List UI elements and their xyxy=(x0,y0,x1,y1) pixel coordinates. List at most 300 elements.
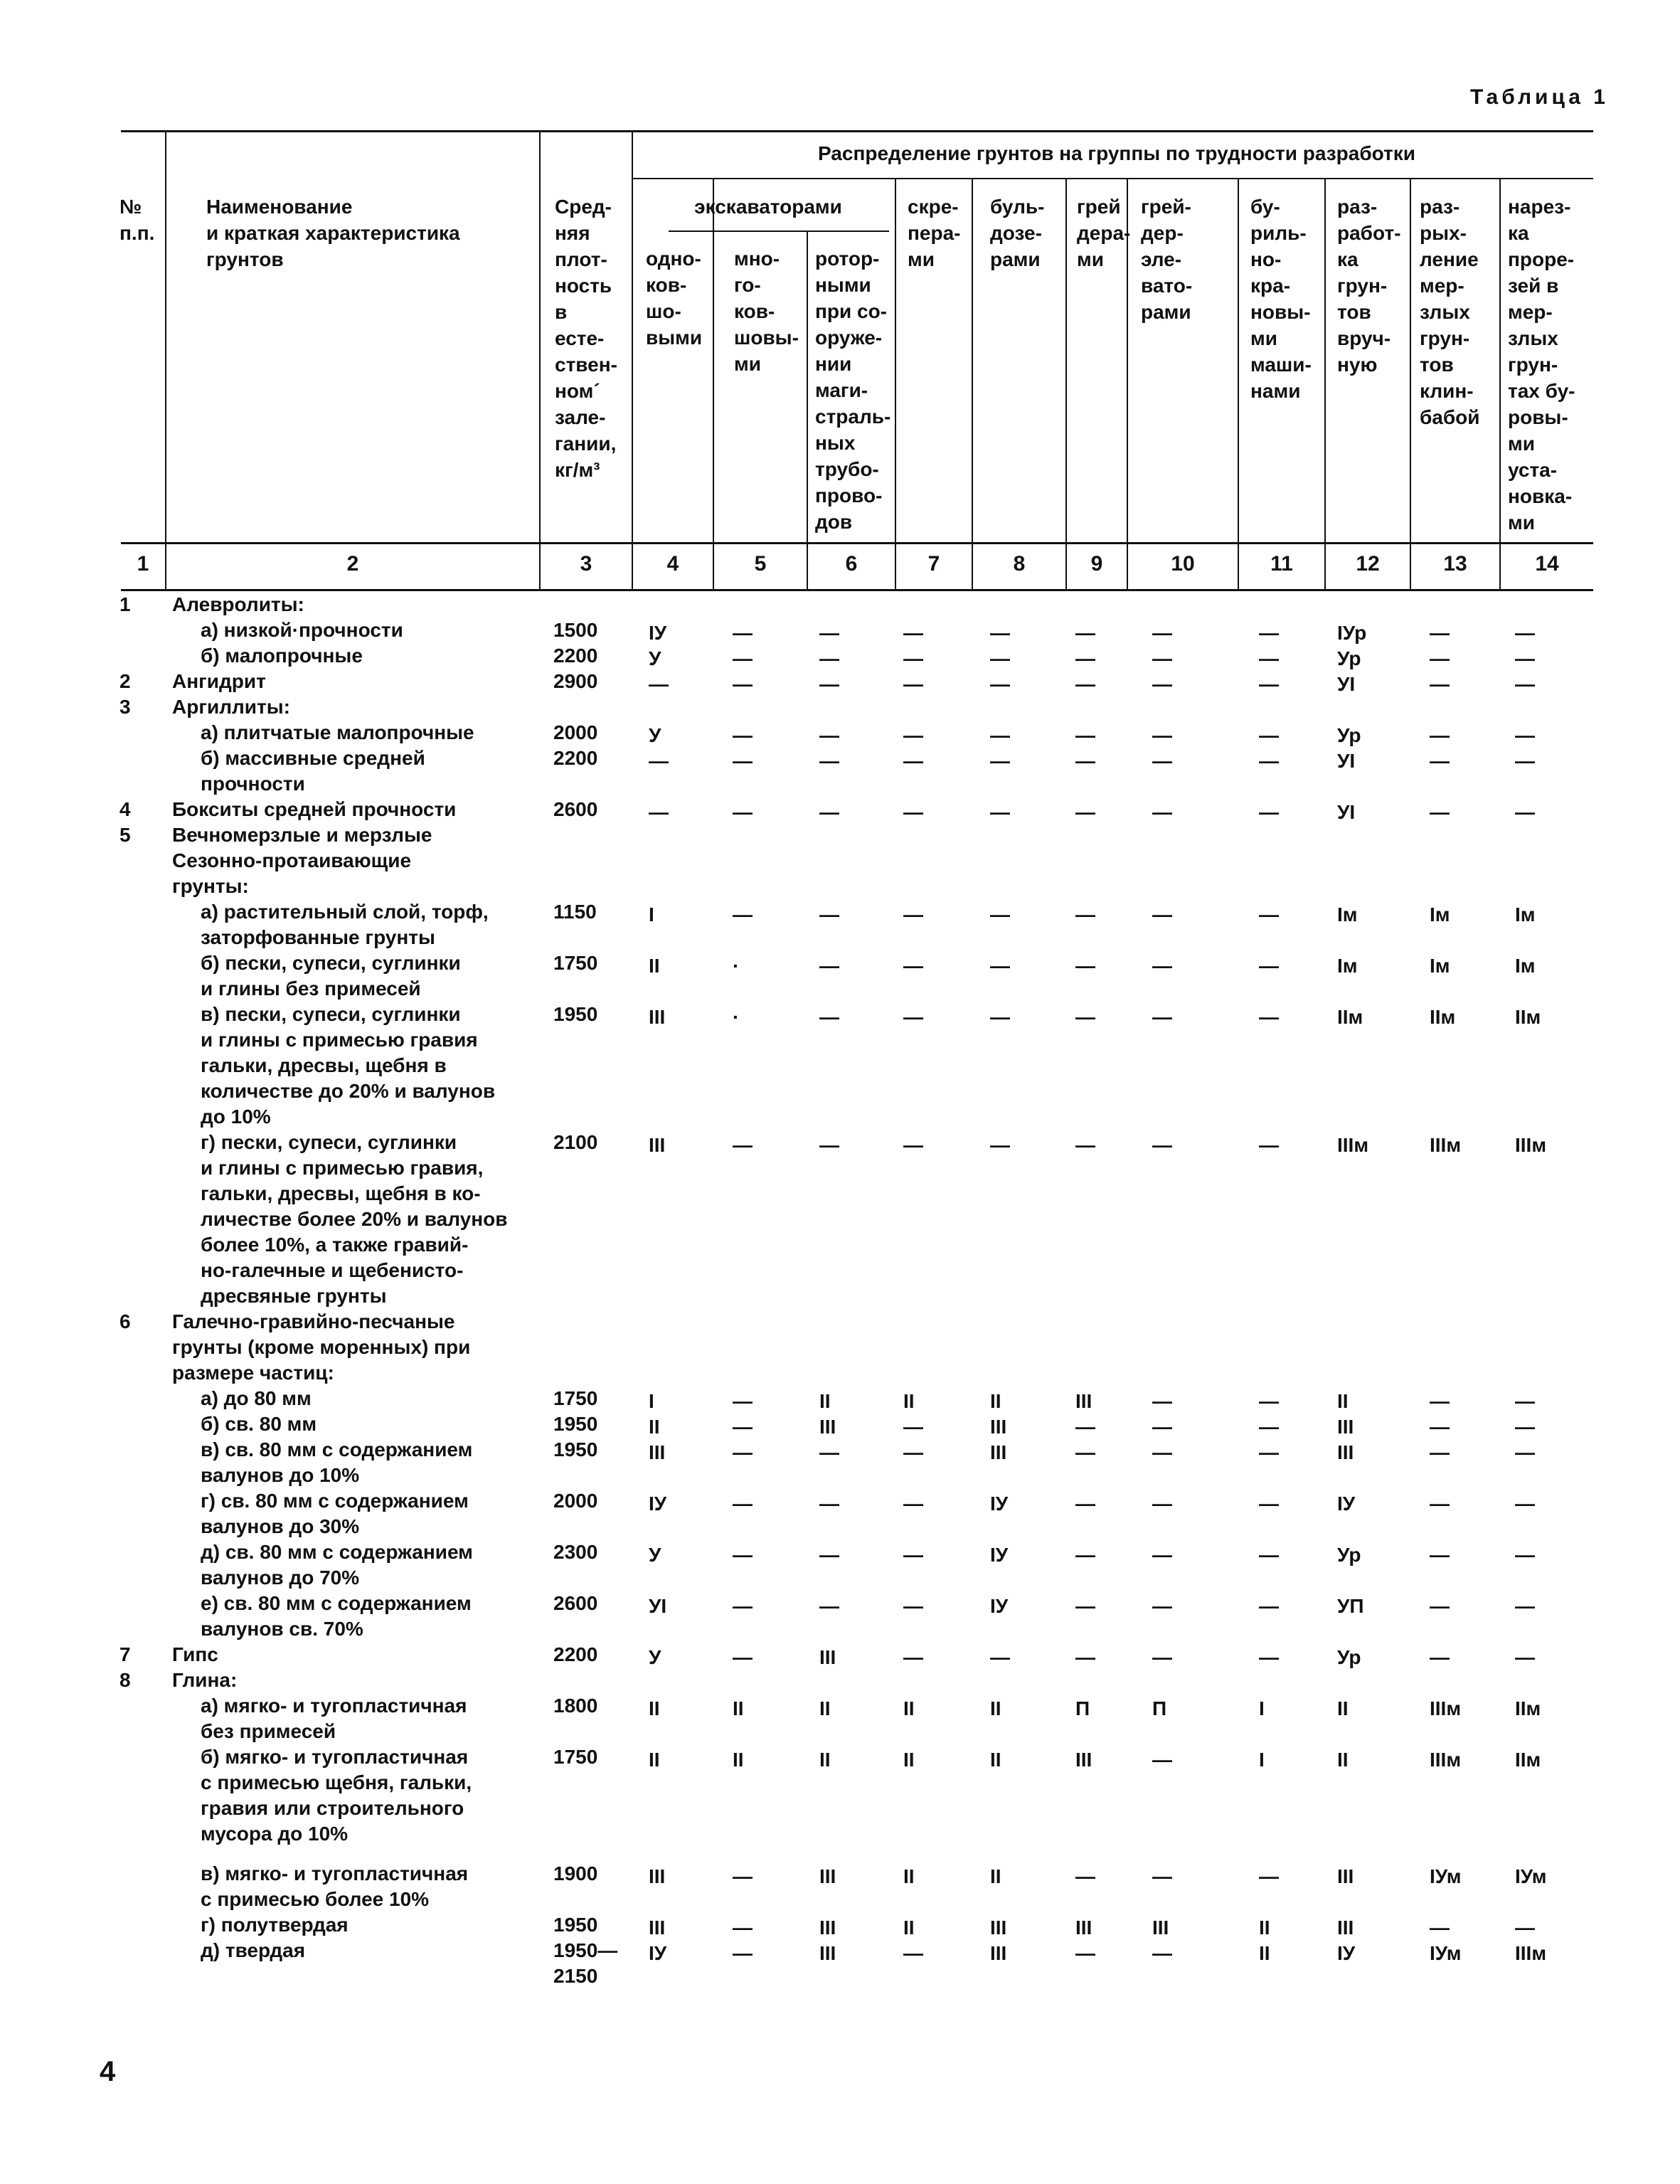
row-name: а) мягко- и тугопластичная без примесей xyxy=(201,1695,467,1742)
row-value: — xyxy=(1152,801,1172,823)
row-value: II xyxy=(1259,1942,1270,1964)
row-value: — xyxy=(903,1493,923,1515)
row-value: · xyxy=(733,955,740,977)
row-value: П xyxy=(1152,1697,1167,1719)
vrule-4 xyxy=(713,178,714,591)
vrule-10 xyxy=(1238,178,1239,591)
row-value: — xyxy=(903,1416,923,1438)
row-value: — xyxy=(1515,1390,1535,1412)
row-value: — xyxy=(819,1595,839,1617)
row-density: 1750 xyxy=(553,952,598,974)
row-value: · xyxy=(733,1006,740,1028)
header-col6: ротор- ными при со- оруже- нии маги- страль- ных трубо- прово- дов xyxy=(815,248,891,533)
row-value: II xyxy=(649,955,660,977)
row-name: б) малопрочные xyxy=(201,645,363,667)
row-value: I xyxy=(649,1390,654,1412)
header-col9: грей дера- ми xyxy=(1077,196,1131,270)
column-number: 12 xyxy=(1356,552,1380,576)
row-density: 2200 xyxy=(553,1643,598,1665)
row-name: е) св. 80 мм с содержанием валунов св. 70% xyxy=(201,1592,472,1640)
row-value: IУм xyxy=(1430,1865,1462,1887)
row-density: 2600 xyxy=(553,1592,598,1614)
column-number: 3 xyxy=(580,552,592,576)
row-density: 1750 xyxy=(553,1387,598,1409)
row-value: IУм xyxy=(1515,1865,1547,1887)
header-col3: Сред- няя плот- ность в есте- ствен- ном´ зале- гании, кг/м³ xyxy=(555,196,617,481)
row-density: 1750 xyxy=(553,1746,598,1768)
row-value: — xyxy=(1430,1416,1450,1438)
row-value: — xyxy=(733,1917,753,1939)
row-value: У xyxy=(649,1544,661,1566)
row-number: 4 xyxy=(119,798,131,820)
row-name: Вечномерзлые и мерзлые Сезонно-протаивающие грунты: xyxy=(172,824,432,897)
row-value: II xyxy=(819,1390,831,1412)
row-value: — xyxy=(1430,750,1450,772)
row-name: б) св. 80 мм xyxy=(201,1413,317,1435)
column-number: 14 xyxy=(1535,552,1559,576)
row-value: — xyxy=(903,1942,923,1964)
row-value: IУр xyxy=(1337,622,1367,644)
column-number: 9 xyxy=(1090,552,1103,576)
rule-num-bottom xyxy=(121,589,1593,591)
row-value: — xyxy=(819,1544,839,1566)
row-value: — xyxy=(1152,647,1172,669)
vrule-2 xyxy=(539,130,541,591)
row-value: — xyxy=(990,1646,1010,1668)
header-col4: одно- ков- шо- выми xyxy=(646,248,703,349)
row-density: 1950— 2150 xyxy=(553,1939,618,1987)
row-value: — xyxy=(733,673,753,695)
row-value: III xyxy=(819,1917,836,1939)
rule-head-bottom xyxy=(121,542,1593,544)
row-value: III xyxy=(1337,1917,1354,1939)
row-value: — xyxy=(1430,647,1450,669)
row-value: III xyxy=(649,1441,666,1463)
vrule-3 xyxy=(632,130,633,591)
row-value: — xyxy=(1515,673,1535,695)
row-value: IУ xyxy=(649,1942,667,1964)
row-value: — xyxy=(733,1416,753,1438)
page-number: 4 xyxy=(100,2056,116,2087)
row-density: 1150 xyxy=(553,901,597,923)
row-value: III xyxy=(649,1865,666,1887)
row-value: — xyxy=(1515,1646,1535,1668)
row-value: — xyxy=(1430,1917,1450,1939)
row-value: — xyxy=(903,955,923,977)
row-value: — xyxy=(733,1441,753,1463)
row-value: — xyxy=(1075,1134,1095,1156)
row-name: в) св. 80 мм с содержанием валунов до 10% xyxy=(201,1438,473,1486)
header-col1: № п.п. xyxy=(119,196,155,244)
row-value: III xyxy=(1337,1416,1354,1438)
row-value: — xyxy=(1075,724,1095,746)
row-value: I xyxy=(1259,1749,1265,1771)
header-col2: Наименование и краткая характеристика грунтов xyxy=(206,196,460,270)
row-value: УI xyxy=(1337,801,1356,823)
row-density: 2300 xyxy=(553,1541,598,1563)
row-value: — xyxy=(1259,724,1279,746)
row-value: — xyxy=(1075,1416,1095,1438)
row-value: IIIм xyxy=(1430,1749,1462,1771)
row-value: — xyxy=(1075,1441,1095,1463)
row-value: — xyxy=(1075,1544,1095,1566)
row-value: — xyxy=(1075,903,1095,926)
column-number: 13 xyxy=(1443,552,1467,576)
row-value: — xyxy=(990,1134,1010,1156)
row-value: — xyxy=(733,1865,753,1887)
row-value: — xyxy=(1259,955,1279,977)
row-value: Iм xyxy=(1337,955,1358,977)
row-value: III xyxy=(1075,1390,1092,1412)
row-density: 2000 xyxy=(553,1490,598,1512)
column-number: 10 xyxy=(1171,552,1195,576)
row-value: — xyxy=(1075,750,1095,772)
row-density: 1950 xyxy=(553,1413,598,1435)
row-value: IIIм xyxy=(1430,1697,1462,1719)
row-value: — xyxy=(649,801,669,823)
row-value: — xyxy=(1515,724,1535,746)
row-value: — xyxy=(1152,724,1172,746)
row-value: — xyxy=(903,750,923,772)
row-name: Аргиллиты: xyxy=(172,696,290,718)
header-col14: нарез- ка проре- зей в мер- злых грун- тах бу- ровы- ми уста- новка- ми xyxy=(1508,196,1575,534)
row-value: — xyxy=(1259,1595,1279,1617)
row-value: II xyxy=(903,1390,915,1412)
row-value: — xyxy=(1075,622,1095,644)
row-value: Iм xyxy=(1515,903,1536,926)
row-value: — xyxy=(1515,647,1535,669)
row-value: IУ xyxy=(1337,1942,1356,1964)
row-value: II xyxy=(1337,1390,1349,1412)
row-value: — xyxy=(903,1134,923,1156)
row-value: II xyxy=(1259,1917,1270,1939)
row-value: — xyxy=(1152,673,1172,695)
row-value: — xyxy=(903,647,923,669)
row-value: — xyxy=(1430,1390,1450,1412)
row-value: II xyxy=(1337,1697,1349,1719)
row-value: Ур xyxy=(1337,647,1361,669)
row-name: д) твердая xyxy=(201,1939,306,1961)
row-value: — xyxy=(1430,1493,1450,1515)
row-value: — xyxy=(1152,1865,1172,1887)
row-number: 7 xyxy=(119,1643,131,1665)
row-value: — xyxy=(1152,1749,1172,1771)
row-value: — xyxy=(990,1006,1010,1028)
row-value: — xyxy=(1430,724,1450,746)
row-value: II xyxy=(903,1917,915,1939)
row-value: — xyxy=(819,622,839,644)
row-value: — xyxy=(1152,1006,1172,1028)
row-value: Ур xyxy=(1337,724,1361,746)
row-value: УI xyxy=(1337,673,1356,695)
row-value: — xyxy=(1152,622,1172,644)
row-value: У xyxy=(649,724,661,746)
column-number: 6 xyxy=(845,552,858,576)
row-value: — xyxy=(1259,1865,1279,1887)
row-name: Глина: xyxy=(172,1669,238,1691)
row-value: III xyxy=(1337,1441,1354,1463)
row-value: — xyxy=(1075,647,1095,669)
row-value: П xyxy=(1075,1697,1090,1719)
row-value: — xyxy=(903,1646,923,1668)
header-col8: буль- дозе- рами xyxy=(990,196,1045,270)
row-name: в) мягко- и тугопластичная с примесью более 10% xyxy=(201,1862,469,1910)
row-value: — xyxy=(1259,1544,1279,1566)
row-value: I xyxy=(1259,1697,1265,1719)
row-value: IIIм xyxy=(1515,1942,1547,1964)
row-value: — xyxy=(903,903,923,926)
row-value: — xyxy=(819,673,839,695)
row-value: II xyxy=(990,1865,1001,1887)
row-value: У xyxy=(649,1646,661,1668)
row-name: а) низкой·прочности xyxy=(201,619,403,641)
row-value: — xyxy=(1075,801,1095,823)
row-value: II xyxy=(903,1697,915,1719)
row-value: — xyxy=(1259,903,1279,926)
row-value: — xyxy=(1515,1917,1535,1939)
header-col10: грей- дер- эле- вато- рами xyxy=(1141,196,1193,323)
row-value: — xyxy=(733,1390,753,1412)
row-value: — xyxy=(1515,1595,1535,1617)
rule-excavator xyxy=(669,230,889,232)
row-name: а) до 80 мм xyxy=(201,1387,312,1409)
row-value: — xyxy=(1430,1441,1450,1463)
row-value: IIм xyxy=(1515,1697,1541,1719)
row-value: — xyxy=(733,622,753,644)
rule-group xyxy=(633,178,1593,179)
row-value: II xyxy=(733,1749,744,1771)
row-value: — xyxy=(733,1595,753,1617)
row-value: — xyxy=(1152,1134,1172,1156)
row-value: — xyxy=(1259,673,1279,695)
row-value: III xyxy=(990,1917,1007,1939)
row-value: — xyxy=(1430,1646,1450,1668)
row-name: а) плитчатые малопрочные xyxy=(201,721,474,743)
row-name: Галечно-гравийно-песчаные грунты (кроме моренных) при размере частиц: xyxy=(172,1310,471,1384)
row-value: IIIм xyxy=(1337,1134,1369,1156)
row-value: — xyxy=(1075,1493,1095,1515)
row-value: III xyxy=(819,1942,836,1964)
column-number: 8 xyxy=(1013,552,1026,576)
row-value: — xyxy=(1430,1544,1450,1566)
row-value: — xyxy=(990,750,1010,772)
row-value: — xyxy=(819,1134,839,1156)
row-value: У xyxy=(649,647,661,669)
row-value: УI xyxy=(649,1595,667,1617)
row-value: I xyxy=(649,903,654,926)
row-number: 1 xyxy=(119,593,131,615)
row-value: IIIм xyxy=(1515,1134,1547,1156)
row-name: Бокситы средней прочности xyxy=(172,798,457,820)
row-value: — xyxy=(903,1595,923,1617)
row-value: — xyxy=(1259,1441,1279,1463)
row-value: — xyxy=(1152,955,1172,977)
row-value: — xyxy=(1152,1544,1172,1566)
row-value: — xyxy=(1152,1595,1172,1617)
row-value: — xyxy=(819,1006,839,1028)
row-value: — xyxy=(903,622,923,644)
vrule-12 xyxy=(1410,178,1411,591)
row-value: Iм xyxy=(1430,955,1450,977)
row-value: — xyxy=(1259,1416,1279,1438)
vrule-5 xyxy=(807,232,808,591)
row-density: 2100 xyxy=(553,1131,598,1153)
row-value: III xyxy=(649,1917,666,1939)
column-number: 4 xyxy=(666,552,679,576)
vrule-7 xyxy=(972,178,973,591)
row-density: 1900 xyxy=(553,1862,598,1885)
row-density: 1950 xyxy=(553,1003,598,1025)
row-value: IУ xyxy=(649,622,667,644)
row-value: III xyxy=(1152,1917,1169,1939)
row-value: — xyxy=(903,1544,923,1566)
row-name: а) растительный слой, торф, заторфованные грунты xyxy=(201,901,489,948)
row-name: Ангидрит xyxy=(172,670,266,692)
row-value: III xyxy=(649,1006,666,1028)
row-value: — xyxy=(1430,1595,1450,1617)
row-value: — xyxy=(1152,1441,1172,1463)
row-name: в) пески, супеси, суглинки и глины с примесью гравия гальки, дресвы, щебня в количестве до 20% и валунов до 10% xyxy=(201,1003,496,1128)
row-value: — xyxy=(990,673,1010,695)
column-number: 1 xyxy=(137,552,149,576)
row-value: Ур xyxy=(1337,1646,1361,1668)
row-value: — xyxy=(903,801,923,823)
row-value: III xyxy=(990,1441,1007,1463)
row-density: 2200 xyxy=(553,747,598,769)
row-value: III xyxy=(1075,1917,1092,1939)
row-value: Ур xyxy=(1337,1544,1361,1566)
row-value: — xyxy=(1430,673,1450,695)
row-value: УП xyxy=(1337,1595,1364,1617)
row-value: — xyxy=(733,903,753,926)
row-value: IУ xyxy=(990,1544,1009,1566)
row-value: II xyxy=(733,1697,744,1719)
row-value: II xyxy=(649,1697,660,1719)
column-number: 2 xyxy=(346,552,359,576)
vrule-13 xyxy=(1499,178,1501,591)
row-density: 1950 xyxy=(553,1914,598,1936)
vrule-8 xyxy=(1065,178,1067,591)
vrule-11 xyxy=(1324,178,1326,591)
row-value: — xyxy=(1430,622,1450,644)
row-value: — xyxy=(649,673,669,695)
row-value: — xyxy=(733,1942,753,1964)
row-value: — xyxy=(1515,1416,1535,1438)
row-value: — xyxy=(1075,673,1095,695)
row-density: 2900 xyxy=(553,670,598,692)
row-name: Алевролиты: xyxy=(172,593,304,615)
row-value: — xyxy=(903,1441,923,1463)
row-value: — xyxy=(819,1493,839,1515)
row-value: II xyxy=(990,1749,1001,1771)
row-value: III xyxy=(819,1416,836,1438)
row-value: — xyxy=(1152,1493,1172,1515)
row-value: — xyxy=(1152,1942,1172,1964)
row-name: д) св. 80 мм с содержанием валунов до 70% xyxy=(201,1541,473,1589)
row-value: Iм xyxy=(1430,903,1450,926)
row-value: IУ xyxy=(1337,1493,1356,1515)
row-name: г) св. 80 мм с содержанием валунов до 30% xyxy=(201,1490,469,1537)
row-value: — xyxy=(1515,1441,1535,1463)
row-value: IУм xyxy=(1430,1942,1462,1964)
row-value: — xyxy=(733,724,753,746)
row-value: IIIм xyxy=(1430,1134,1462,1156)
row-value: IIм xyxy=(1515,1749,1541,1771)
row-value: — xyxy=(733,647,753,669)
column-number: 7 xyxy=(927,552,940,576)
row-value: — xyxy=(1515,622,1535,644)
row-value: — xyxy=(990,724,1010,746)
row-value: IIм xyxy=(1337,1006,1363,1028)
row-number: 3 xyxy=(119,696,131,718)
row-density: 1800 xyxy=(553,1695,598,1717)
row-value: II xyxy=(649,1416,660,1438)
row-value: IУ xyxy=(649,1493,667,1515)
row-value: — xyxy=(733,1493,753,1515)
row-value: — xyxy=(903,673,923,695)
row-value: III xyxy=(819,1646,836,1668)
row-value: III xyxy=(1337,1865,1354,1887)
row-density: 2200 xyxy=(553,645,598,667)
row-value: — xyxy=(1075,1942,1095,1964)
row-value: Iм xyxy=(1515,955,1536,977)
vrule-1 xyxy=(165,130,166,591)
row-value: III xyxy=(1075,1749,1092,1771)
row-name: г) полутвердая xyxy=(201,1914,349,1936)
row-value: — xyxy=(1259,801,1279,823)
row-value: II xyxy=(1337,1749,1349,1771)
row-number: 8 xyxy=(119,1669,131,1691)
row-value: — xyxy=(819,955,839,977)
row-value: II xyxy=(903,1749,915,1771)
row-value: — xyxy=(1515,750,1535,772)
row-value: IУ xyxy=(990,1493,1009,1515)
row-value: — xyxy=(1515,1544,1535,1566)
row-value: — xyxy=(990,955,1010,977)
column-number: 5 xyxy=(754,552,767,576)
row-value: — xyxy=(733,1646,753,1668)
header-col5: мно- го- ков- шовы- ми xyxy=(734,248,799,375)
row-value: IIм xyxy=(1515,1006,1541,1028)
row-density: 2000 xyxy=(553,721,598,743)
row-name: б) массивные средней прочности xyxy=(201,747,425,795)
row-value: — xyxy=(1152,1416,1172,1438)
row-value: III xyxy=(990,1942,1007,1964)
row-value: — xyxy=(733,1134,753,1156)
vrule-6 xyxy=(895,178,896,591)
row-number: 5 xyxy=(119,824,131,846)
row-value: — xyxy=(903,1006,923,1028)
row-value: IУ xyxy=(990,1595,1009,1617)
row-value: — xyxy=(1259,647,1279,669)
row-value: — xyxy=(1259,750,1279,772)
row-name: г) пески, супеси, суглинки и глины с примесью гравия, гальки, дресвы, щебня в ко- личестве более 20% и валунов более 10%, а также гравий- но-галечные и щебенисто- дресвяные грунты xyxy=(201,1131,508,1307)
row-value: — xyxy=(903,724,923,746)
row-value: — xyxy=(1259,1493,1279,1515)
row-value: — xyxy=(819,750,839,772)
row-value: — xyxy=(733,801,753,823)
header-col11: бу- риль- но- кра- новы- ми маши- нами xyxy=(1250,196,1312,402)
row-value: — xyxy=(990,647,1010,669)
row-value: — xyxy=(1075,1006,1095,1028)
row-value: III xyxy=(819,1865,836,1887)
row-value: УI xyxy=(1337,750,1356,772)
row-value: II xyxy=(903,1865,915,1887)
row-value: — xyxy=(1152,1646,1172,1668)
header-col12: раз- работ- ка грун- тов вруч- ную xyxy=(1337,196,1401,376)
row-value: IIм xyxy=(1430,1006,1456,1028)
row-value: — xyxy=(819,647,839,669)
